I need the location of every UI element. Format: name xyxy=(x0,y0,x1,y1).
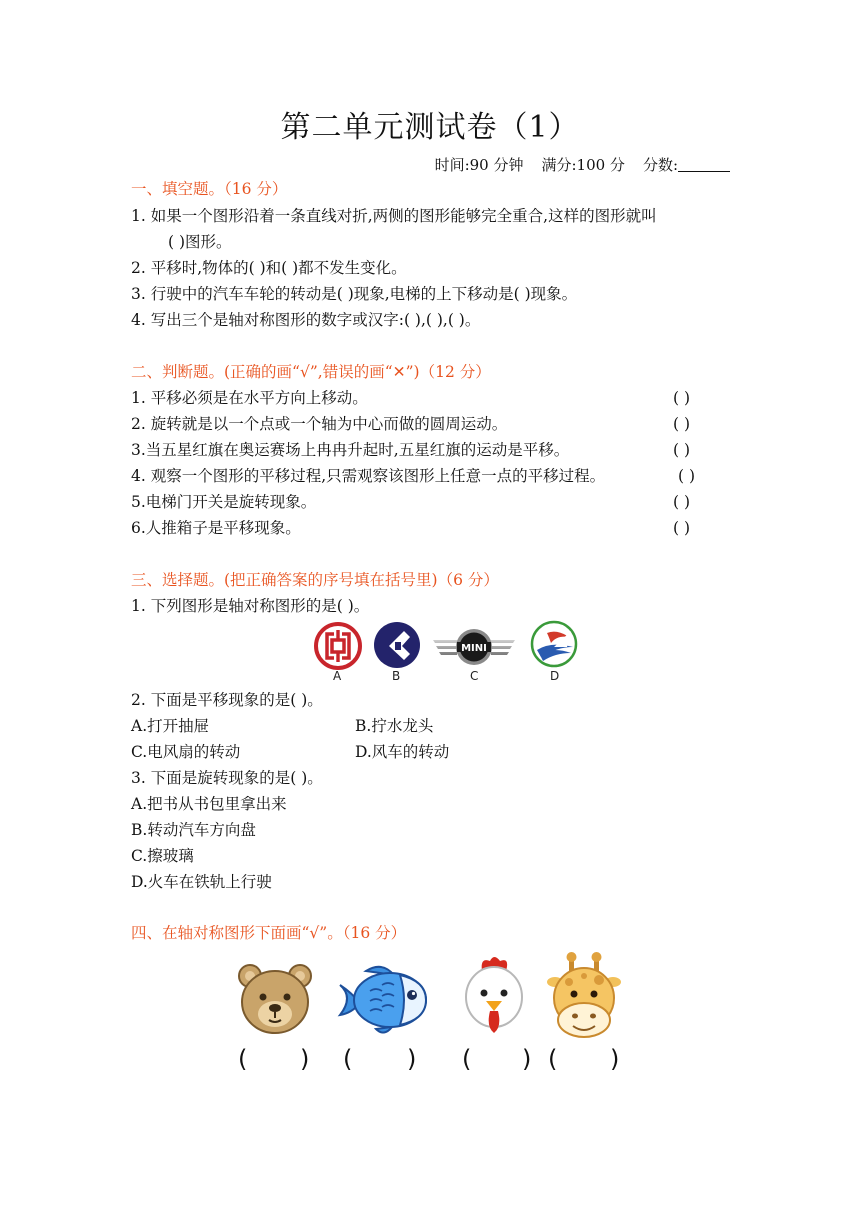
choice-q1: 1. 下列图形是轴对称图形的是( )。 xyxy=(131,597,370,615)
judge-answer-4[interactable]: ( ) xyxy=(678,467,696,485)
animal-answer-2-close[interactable]: ) xyxy=(407,1045,417,1073)
choice-q2-option-c: C.电风扇的转动 xyxy=(131,743,241,761)
choice-q2: 2. 下面是平移现象的是( )。 xyxy=(131,691,323,709)
exam-meta xyxy=(435,154,730,176)
judge-item-4: 4. 观察一个图形的平移过程,只需观察该图形上任意一点的平移过程。 xyxy=(131,467,606,485)
choice-q3: 3. 下面是旋转现象的是( )。 xyxy=(131,769,323,787)
animal-answer-3-open[interactable]: ( xyxy=(462,1045,472,1073)
time-limit: 时间:90 分钟 xyxy=(434,156,524,174)
judge-answer-5[interactable]: ( ) xyxy=(673,493,691,511)
choice-q3-option-b: B.转动汽车方向盘 xyxy=(131,821,256,839)
judge-item-6: 6.人推箱子是平移现象。 xyxy=(131,519,301,537)
full-score: 满分:100 分 xyxy=(541,156,625,174)
chicken-icon xyxy=(460,955,528,1045)
choice-q3-option-d: D.火车在铁轨上行驶 xyxy=(131,873,272,891)
fill-q4: 4. 写出三个是轴对称图形的数字或汉字:( ),( ),( )。 xyxy=(131,311,481,329)
animal-answer-3-close[interactable]: ) xyxy=(522,1045,532,1073)
giraffe-icon xyxy=(547,952,621,1046)
judge-answer-2[interactable]: ( ) xyxy=(673,415,691,433)
score-label: 分数: xyxy=(642,156,678,174)
judge-answer-1[interactable]: ( ) xyxy=(673,389,691,407)
animal-answer-2-open[interactable]: ( xyxy=(343,1045,353,1073)
logo-label-b: B xyxy=(392,669,401,683)
section-choice-heading: 三、选择题。(把正确答案的序号填在括号里)（6 分） xyxy=(131,571,499,589)
choice-q3-option-a: A.把书从书包里拿出来 xyxy=(131,795,287,813)
judge-item-2: 2. 旋转就是以一个点或一个轴为中心而做的圆周运动。 xyxy=(131,415,508,433)
section-mark-heading: 四、在轴对称图形下面画“√”。（16 分） xyxy=(131,924,407,942)
choice-q2-option-a: A.打开抽屉 xyxy=(131,717,210,735)
judge-answer-6[interactable]: ( ) xyxy=(673,519,691,537)
choice-q2-option-b: B.拧水龙头 xyxy=(355,717,434,735)
bank-logo-b-icon xyxy=(372,620,422,670)
animal-answer-1-open[interactable]: ( xyxy=(238,1045,248,1073)
choice-q3-option-c: C.擦玻璃 xyxy=(131,847,194,865)
page-title: 第二单元测试卷（1） xyxy=(280,110,580,145)
fill-q1b: ( )图形。 xyxy=(168,233,232,251)
logo-label-a: A xyxy=(333,669,342,683)
choice-q2-option-d: D.风车的转动 xyxy=(355,743,450,761)
bank-logo-a-icon xyxy=(313,621,363,671)
judge-answer-3[interactable]: ( ) xyxy=(673,441,691,459)
logo-label-c: C xyxy=(470,669,479,683)
fill-q3: 3. 行驶中的汽车车轮的转动是( )现象,电梯的上下移动是( )现象。 xyxy=(131,285,578,303)
animal-answer-4-open[interactable]: ( xyxy=(548,1045,558,1073)
section-fill-heading: 一、填空题。（16 分） xyxy=(131,180,288,198)
judge-item-3: 3.当五星红旗在奥运赛场上冉冉升起时,五星红旗的运动是平移。 xyxy=(131,441,570,459)
fish-icon xyxy=(336,963,430,1037)
airline-logo-d-icon xyxy=(527,617,581,671)
section-judge-heading: 二、判断题。(正确的画“√”,错误的画“✕”)（12 分） xyxy=(131,363,491,381)
animal-answer-4-close[interactable]: ) xyxy=(610,1045,620,1073)
mini-logo-icon xyxy=(431,626,517,668)
logo-label-d: D xyxy=(550,669,560,683)
mini-logo-text: MINI xyxy=(461,643,487,654)
judge-item-5: 5.电梯门开关是旋转现象。 xyxy=(131,493,317,511)
animal-answer-1-close[interactable]: ) xyxy=(300,1045,310,1073)
score-blank[interactable] xyxy=(678,157,730,172)
fill-q1a: 1. 如果一个图形沿着一条直线对折,两侧的图形能够完全重合,这样的图形就叫 xyxy=(131,207,657,225)
fill-q2: 2. 平移时,物体的( )和( )都不发生变化。 xyxy=(131,259,407,277)
bear-icon xyxy=(236,962,314,1038)
judge-item-1: 1. 平移必须是在水平方向上移动。 xyxy=(131,389,368,407)
